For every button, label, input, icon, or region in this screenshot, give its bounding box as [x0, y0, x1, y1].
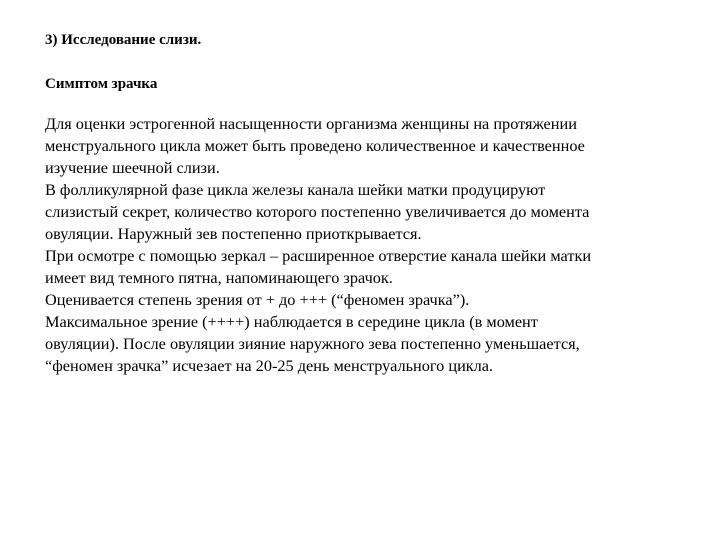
text-line: имеет вид темного пятна, напоминающего зрачок.	[45, 268, 393, 287]
text-line: “феномен зрачка” исчезает на 20-25 день менструального цикла.	[45, 356, 494, 375]
text-line: Максимальное зрение (++++) наблюдается в середине цикла (в момент	[45, 312, 538, 331]
text-line: слизистый секрет, количество которого постепенно увеличивается до момента	[45, 202, 590, 221]
subtitle: Симптом зрачка	[45, 76, 158, 92]
section-title: 3) Исследование слизи.	[45, 32, 202, 48]
body-text	[45, 113, 685, 377]
text-line: овуляции. Наружный зев постепенно приоткрывается.	[45, 224, 422, 243]
text-line: изучение шеечной слизи.	[45, 158, 220, 177]
text-line: менструального цикла может быть проведено количественное и качественное	[45, 136, 585, 155]
text-line: Оценивается степень зрения от + до +++ (“феномен зрачка”).	[45, 290, 470, 309]
text-line: Для оценки эстрогенной насыщенности организма женщины на протяжении	[45, 114, 577, 133]
text-line: При осмотре с помощью зеркал – расширенное отверстие канала шейки матки	[45, 246, 592, 265]
text-line: овуляции). После овуляции зияние наружного зева постепенно уменьшается,	[45, 334, 580, 353]
text-line: В фолликулярной фазе цикла железы канала шейки матки продуцируют	[45, 180, 546, 199]
